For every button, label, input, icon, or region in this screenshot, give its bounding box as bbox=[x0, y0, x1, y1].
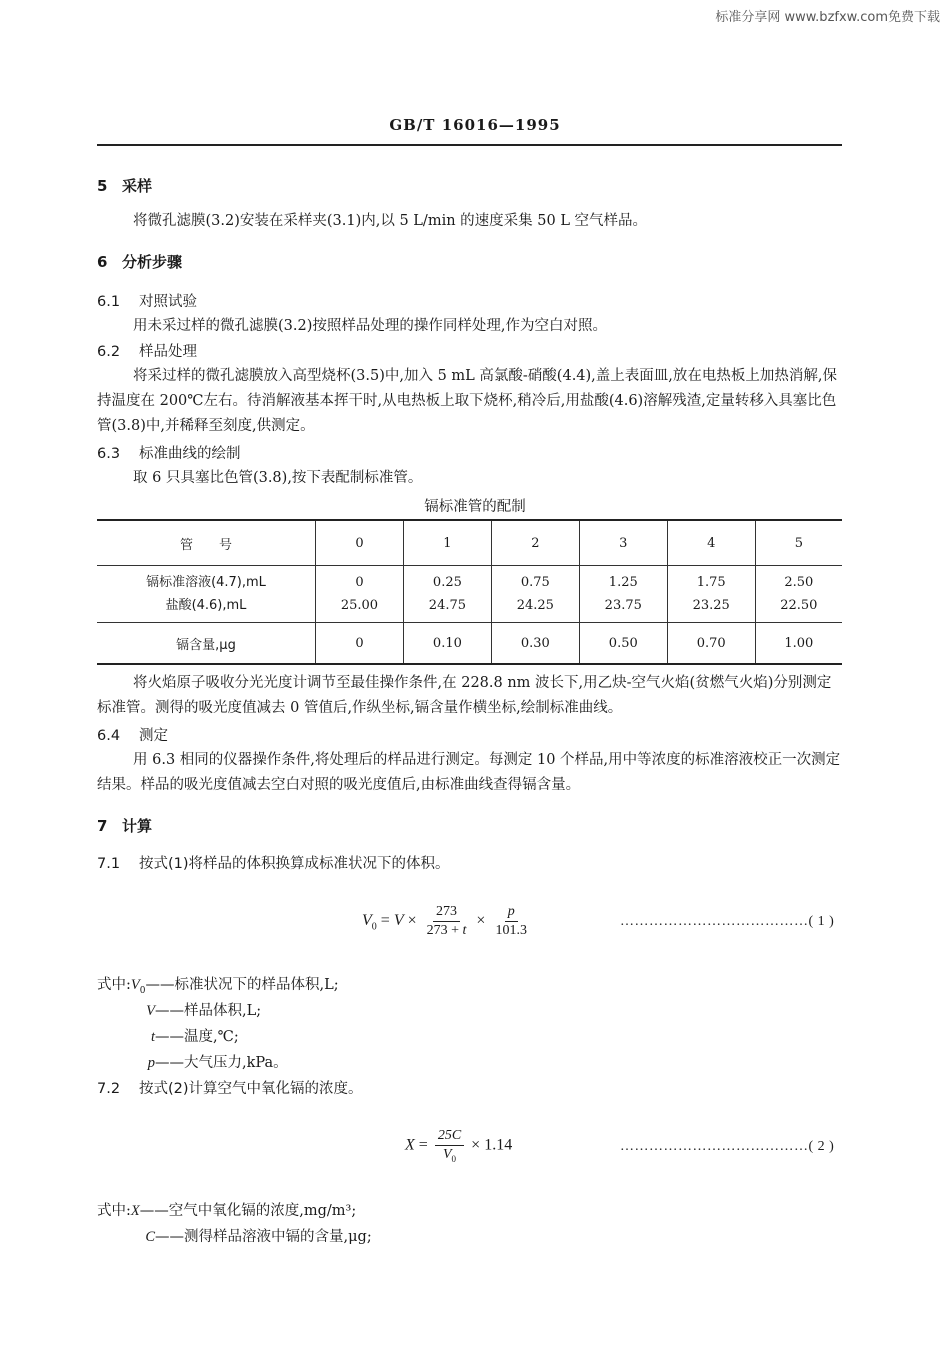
formula-symbol: V bbox=[442, 1147, 452, 1162]
hcl-volume: 23.25 bbox=[692, 598, 730, 613]
equation-2-number bbox=[620, 1139, 834, 1155]
formula-operator: = bbox=[380, 912, 390, 930]
section-number: 5 bbox=[97, 177, 108, 195]
hcl-volume: 23.75 bbox=[604, 598, 642, 613]
where-symbol: C bbox=[145, 1229, 155, 1245]
tube-number-cell: 3 bbox=[579, 520, 667, 566]
numerator: p bbox=[505, 904, 518, 922]
table-cell: 0.10 bbox=[403, 623, 491, 665]
std-volume: 2.50 bbox=[784, 575, 814, 590]
tube-number-cell: 1 bbox=[403, 520, 491, 566]
section-number: 6 bbox=[97, 253, 108, 271]
section-7-heading bbox=[97, 815, 152, 836]
subsection-6-4-heading bbox=[97, 724, 168, 745]
dot-leader: ………………………………… bbox=[620, 1139, 809, 1154]
denominator-text: 273 + bbox=[426, 923, 463, 938]
where-line bbox=[97, 1051, 288, 1072]
subsection-6-3-intro: 取 6 只具塞比色管(3.8),按下表配制标准管。 bbox=[133, 470, 423, 486]
numerator: 25C bbox=[435, 1128, 464, 1146]
std-volume: 1.25 bbox=[608, 575, 638, 590]
where-description: ——测得样品溶液中镉的含量,μg; bbox=[155, 1229, 372, 1245]
subsection-6-3-heading bbox=[97, 442, 241, 463]
subsection-text: 按式(1)将样品的体积换算成标准状况下的体积。 bbox=[139, 856, 450, 872]
formula-symbol: V bbox=[393, 912, 404, 930]
subsection-number: 7.1 bbox=[97, 856, 121, 872]
table-cell: 0 bbox=[316, 623, 404, 665]
where-symbol: V bbox=[146, 1003, 155, 1019]
equation-number: ( 1 ) bbox=[808, 914, 835, 929]
subsection-6-2-text: 将采过样的微孔滤膜放入高型烧杯(3.5)中,加入 5 mL 高氯酸-硝酸(4.4),盖上表面皿,放在电热板上加热消解,保持温度在 200℃左右。待消解液基本挥干时,从电热板上取下烧杯,稍冷后,用盐酸(4.6)溶解残渣,定量转移入具塞比色管(3.8)中,并稀释至刻度,供测定。 bbox=[97, 368, 838, 434]
numerator: 273 bbox=[433, 904, 460, 922]
subsection-title: 测定 bbox=[139, 728, 168, 744]
table-cell bbox=[755, 566, 842, 623]
where-line bbox=[97, 1025, 239, 1046]
where-line bbox=[97, 1225, 372, 1246]
formula-symbol: V bbox=[362, 912, 372, 930]
formula-operator: × bbox=[407, 912, 417, 930]
where-symbol: p bbox=[147, 1055, 155, 1071]
fraction bbox=[435, 1128, 464, 1164]
where-line bbox=[97, 999, 261, 1020]
section-title: 分析步骤 bbox=[122, 253, 183, 271]
section-title: 计算 bbox=[122, 817, 153, 835]
where-symbol: t bbox=[150, 1029, 155, 1045]
tube-number-cell: 0 bbox=[316, 520, 404, 566]
std-solution-label: 镉标准溶液(4.7),mL bbox=[146, 575, 266, 590]
where-line bbox=[97, 973, 339, 996]
dot-leader: ………………………………… bbox=[620, 914, 809, 929]
where-description: ——大气压力,kPa。 bbox=[155, 1055, 288, 1071]
table-row bbox=[97, 623, 842, 665]
table-cell: 0.50 bbox=[579, 623, 667, 665]
hcl-label: 盐酸(4.6),mL bbox=[165, 598, 247, 613]
denominator bbox=[424, 922, 470, 939]
hcl-volume: 24.25 bbox=[516, 598, 554, 613]
tube-number-cell: 2 bbox=[491, 520, 579, 566]
subsection-number: 6.2 bbox=[97, 344, 121, 360]
site-watermark: 标准分享网 www.bzfxw.com免费下载 bbox=[715, 10, 940, 25]
subsection-number: 7.2 bbox=[97, 1081, 121, 1097]
subsection-7-1-heading bbox=[97, 852, 450, 873]
table-header-row bbox=[97, 520, 842, 566]
equation-number: ( 2 ) bbox=[808, 1139, 835, 1154]
subsection-title: 对照试验 bbox=[139, 294, 197, 310]
reagent-labels-cell bbox=[97, 566, 316, 623]
denominator bbox=[440, 1146, 459, 1164]
table-cell bbox=[316, 566, 404, 623]
subsection-number: 6.3 bbox=[97, 446, 121, 462]
subsection-title: 样品处理 bbox=[139, 344, 197, 360]
where-label: 式中: bbox=[97, 977, 131, 993]
where-symbol: X bbox=[130, 1203, 140, 1219]
std-volume: 1.75 bbox=[696, 575, 726, 590]
cadmium-content-label: 镉含量,μg bbox=[97, 623, 316, 665]
std-volume: 0.25 bbox=[432, 575, 462, 590]
hcl-volume: 22.50 bbox=[780, 598, 818, 613]
std-volume: 0 bbox=[355, 575, 364, 590]
formula-symbol: X bbox=[405, 1136, 415, 1154]
hcl-volume: 24.75 bbox=[428, 598, 467, 613]
subsection-6-1-heading bbox=[97, 290, 197, 311]
subsection-6-2-heading bbox=[97, 340, 197, 361]
subsection-number: 6.4 bbox=[97, 728, 121, 744]
subsection-6-3-after-text: 将火焰原子吸收分光光度计调节至最佳操作条件,在 228.8 nm 波长下,用乙炔-空气火焰(贫燃气火焰)分别测定标准管。测得的吸光度值减去 0 管值后,作纵坐标,镉含量作横坐标,绘制标准曲线。 bbox=[97, 675, 832, 716]
formula-subscript: 0 bbox=[371, 921, 377, 933]
table-cell bbox=[491, 566, 579, 623]
formula-1 bbox=[362, 904, 533, 939]
tube-number-cell: 4 bbox=[667, 520, 755, 566]
table-caption: 镉标准管的配制 bbox=[424, 499, 526, 515]
formula-2 bbox=[405, 1128, 512, 1164]
section-number: 7 bbox=[97, 817, 108, 835]
hcl-volume: 25.00 bbox=[340, 598, 379, 613]
formula-factor: 1.14 bbox=[484, 1136, 513, 1154]
formula-subscript: 0 bbox=[451, 1153, 457, 1164]
equation-1-number bbox=[620, 914, 834, 930]
subsection-6-4-text: 用 6.3 相同的仪器操作条件,将处理后的样品进行测定。每测定 10 个样品,用中等浓度的标准溶液校正一次测定结果。样品的吸光度值减去空白对照的吸光度值后,由标准曲线查得镉含量。 bbox=[97, 752, 841, 793]
fraction bbox=[424, 904, 470, 939]
formula-operator: = bbox=[418, 1136, 428, 1154]
formula-symbol: t bbox=[462, 923, 467, 938]
section-5-heading bbox=[97, 175, 152, 196]
section-title: 采样 bbox=[122, 177, 153, 195]
table-cell: 0.30 bbox=[491, 623, 579, 665]
denominator: 101.3 bbox=[495, 923, 527, 938]
where-description: ——标准状况下的样品体积,L; bbox=[145, 977, 339, 993]
subsection-number: 6.1 bbox=[97, 294, 121, 310]
where-line bbox=[97, 1199, 356, 1220]
table-cell bbox=[403, 566, 491, 623]
section-5-text: 将微孔滤膜(3.2)安装在采样夹(3.1)内,以 5 L/min 的速度采集 50 L 空气样品。 bbox=[133, 213, 648, 229]
formula-operator: × bbox=[471, 1136, 481, 1154]
where-description: ——温度,℃; bbox=[155, 1029, 239, 1045]
fraction bbox=[492, 904, 530, 939]
tube-number-label: 管 号 bbox=[97, 520, 316, 566]
tube-number-cell: 5 bbox=[755, 520, 842, 566]
subsection-6-1-text: 用未采过样的微孔滤膜(3.2)按照样品处理的操作同样处理,作为空白对照。 bbox=[133, 318, 607, 334]
table-cell bbox=[579, 566, 667, 623]
where-description: ——空气中氧化镉的浓度,mg/m³; bbox=[139, 1203, 357, 1219]
subsection-title: 标准曲线的绘制 bbox=[139, 446, 241, 462]
table-cell: 0.70 bbox=[667, 623, 755, 665]
subsection-7-2-heading bbox=[97, 1077, 363, 1098]
cadmium-standard-table bbox=[97, 519, 842, 665]
table-cell: 1.00 bbox=[755, 623, 842, 665]
standard-number-header: GB/T 16016—1995 bbox=[389, 116, 561, 134]
header-rule bbox=[97, 144, 842, 146]
table-row bbox=[97, 566, 842, 623]
std-volume: 0.75 bbox=[520, 575, 550, 590]
where-symbol: V bbox=[130, 977, 140, 993]
subsection-text: 按式(2)计算空气中氧化镉的浓度。 bbox=[139, 1081, 363, 1097]
section-6-heading bbox=[97, 251, 182, 272]
where-label: 式中: bbox=[97, 1203, 131, 1219]
formula-operator: × bbox=[476, 912, 486, 930]
table-cell bbox=[667, 566, 755, 623]
where-subscript: 0 bbox=[139, 985, 146, 996]
where-description: ——样品体积,L; bbox=[155, 1003, 262, 1019]
